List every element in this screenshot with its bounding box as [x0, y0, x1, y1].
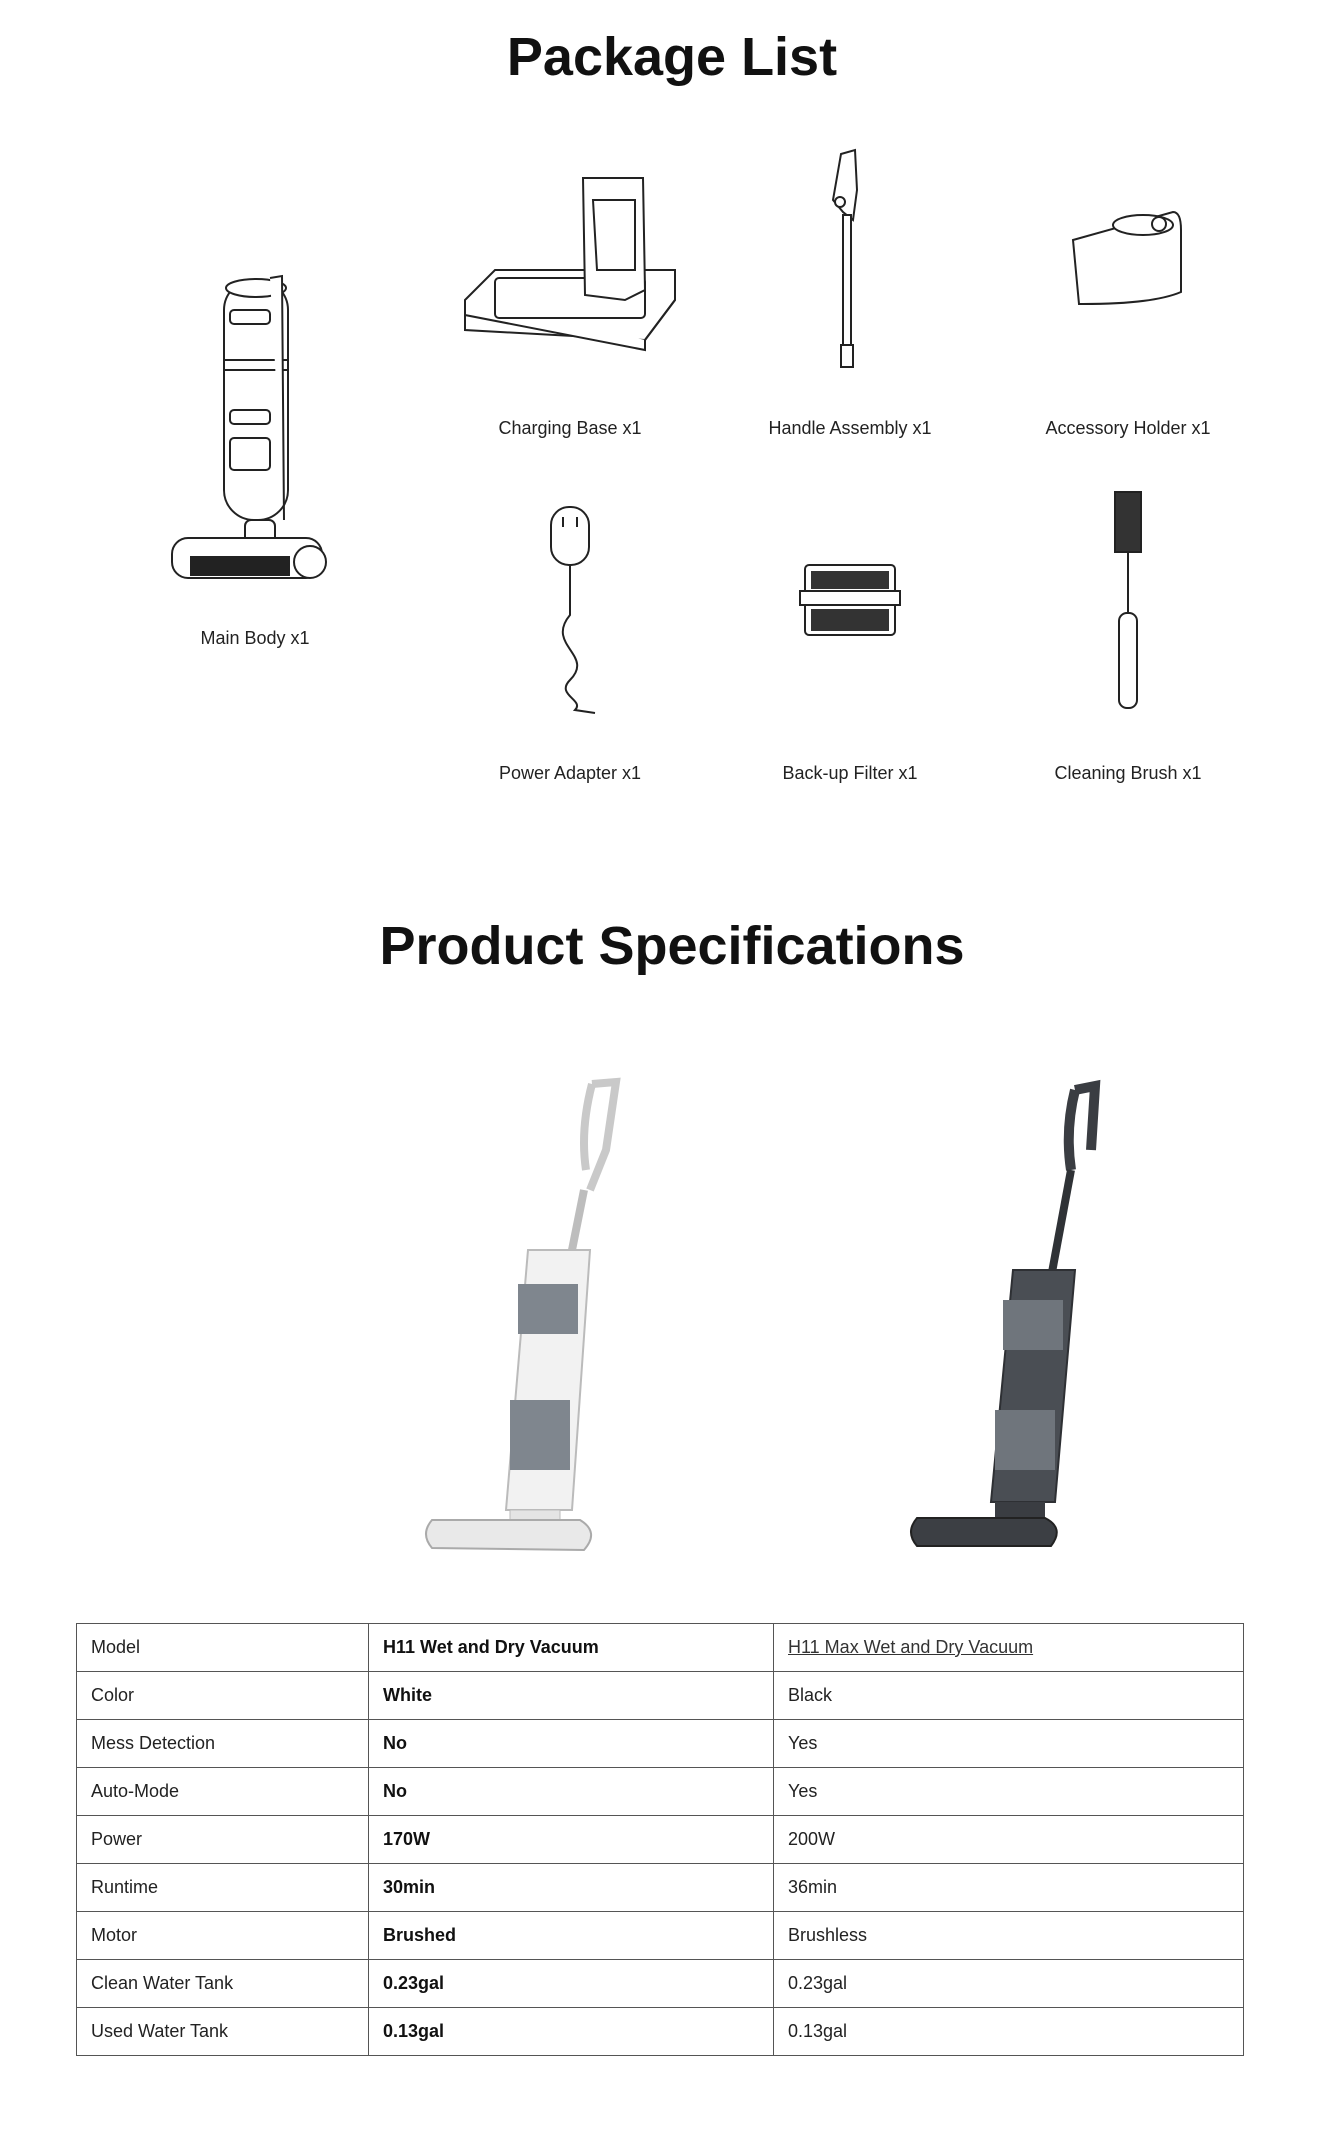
charging-base-icon	[435, 170, 705, 360]
package-item-accessory-holder	[993, 200, 1263, 440]
package-item-label: Accessory Holder x1	[1045, 418, 1211, 438]
spec-value-h11: No	[369, 1768, 774, 1816]
package-item-label: Handle Assembly x1	[768, 418, 932, 438]
spec-value-h11-max: Yes	[774, 1768, 1244, 1816]
spec-value-h11-max: 200W	[774, 1816, 1244, 1864]
package-item-label: Power Adapter x1	[498, 763, 642, 783]
spec-value-h11: White	[369, 1672, 774, 1720]
backup-filter-icon	[715, 555, 985, 645]
h11-product-image	[410, 1070, 650, 1580]
specifications-table	[76, 1623, 1244, 2056]
handle-assembly-icon	[715, 140, 985, 380]
package-item-backup-filter	[715, 555, 985, 785]
h11-max-product-image	[895, 1070, 1135, 1580]
package-item-label: Cleaning Brush x1	[1054, 763, 1202, 783]
table-row	[77, 1960, 1244, 2008]
power-adapter-icon	[435, 495, 705, 725]
spec-value-h11-max	[774, 1624, 1244, 1672]
spec-value-h11: 0.23gal	[369, 1960, 774, 2008]
package-item-label: Back-up Filter x1	[782, 763, 918, 783]
main-body-icon	[120, 270, 390, 600]
package-item-label: Main Body x1	[200, 628, 310, 648]
spec-label: Motor	[77, 1912, 369, 1960]
package-item-main-body	[120, 270, 390, 650]
spec-value-h11-max: 0.23gal	[774, 1960, 1244, 2008]
package-item-cleaning-brush	[993, 488, 1263, 785]
spec-label: Used Water Tank	[77, 2008, 369, 2056]
spec-label: Runtime	[77, 1864, 369, 1912]
spec-label: Mess Detection	[77, 1720, 369, 1768]
product-specifications-title: Product Specifications	[379, 916, 965, 976]
package-list-title: Package List	[506, 27, 838, 87]
accessory-holder-icon	[993, 200, 1263, 320]
package-item-power-adapter	[435, 495, 705, 785]
table-row	[77, 1768, 1244, 1816]
spec-value-h11-max: 0.13gal	[774, 2008, 1244, 2056]
table-row	[77, 1624, 1244, 1672]
table-row	[77, 1816, 1244, 1864]
spec-value-h11-max: 36min	[774, 1864, 1244, 1912]
h11-max-product-link[interactable]: H11 Max Wet and Dry Vacuum	[788, 1637, 1034, 1657]
spec-label: Model	[77, 1624, 369, 1672]
table-row	[77, 1720, 1244, 1768]
table-row	[77, 2008, 1244, 2056]
spec-value-h11: 0.13gal	[369, 2008, 774, 2056]
package-item-charging-base	[435, 170, 705, 440]
table-row	[77, 1672, 1244, 1720]
spec-value-h11-max: Black	[774, 1672, 1244, 1720]
spec-value-h11: 30min	[369, 1864, 774, 1912]
spec-value-h11-max: Brushless	[774, 1912, 1244, 1960]
spec-label: Color	[77, 1672, 369, 1720]
spec-value-h11: No	[369, 1720, 774, 1768]
cleaning-brush-icon	[993, 488, 1263, 728]
spec-value-h11-max: Yes	[774, 1720, 1244, 1768]
package-item-label: Charging Base x1	[498, 418, 642, 438]
spec-value-h11: 170W	[369, 1816, 774, 1864]
table-row	[77, 1912, 1244, 1960]
spec-value-h11: H11 Wet and Dry Vacuum	[369, 1624, 774, 1672]
spec-label: Clean Water Tank	[77, 1960, 369, 2008]
spec-value-h11: Brushed	[369, 1912, 774, 1960]
spec-label: Power	[77, 1816, 369, 1864]
spec-label: Auto-Mode	[77, 1768, 369, 1816]
table-row	[77, 1864, 1244, 1912]
package-item-handle-assembly	[715, 140, 985, 440]
